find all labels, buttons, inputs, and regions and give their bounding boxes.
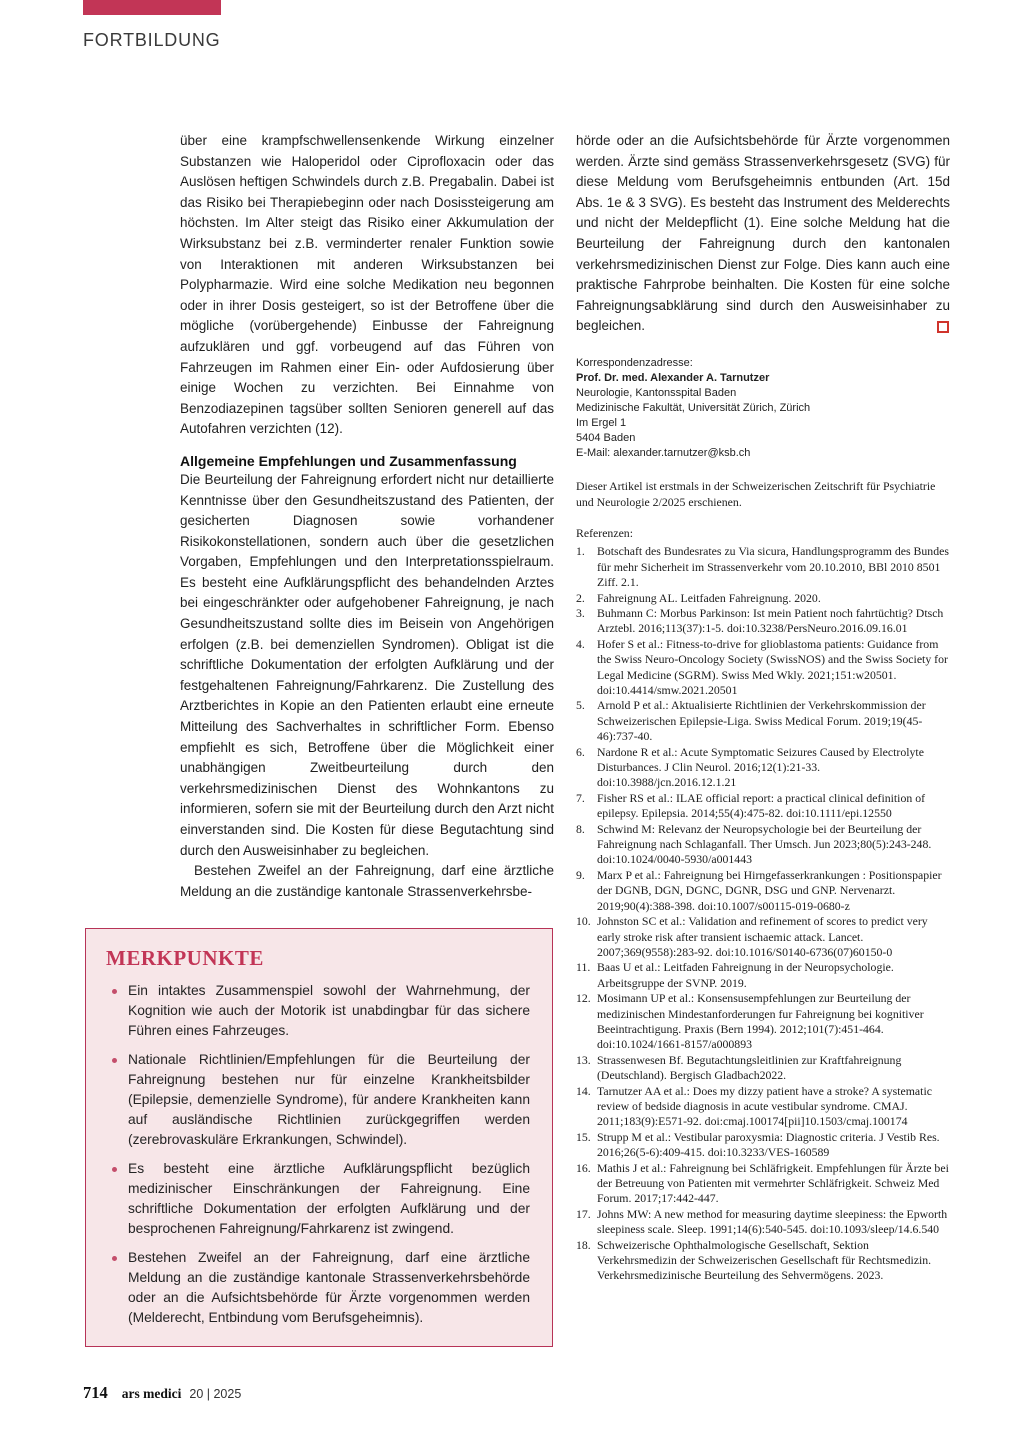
reference-item: Tarnutzer AA et al.: Does my dizzy patient have a stroke? A systematic review of bedside diagnosis in acute vestibular syndrome. CMAJ. 2011;183(9):E571-92. doi:cmaj.100174[pii]10.1503/cmaj.100174: [597, 1083, 932, 1129]
journal-name: ars medici: [121, 1386, 182, 1401]
reference-item: Schwind M: Relevanz der Neuropsychologie bei der Beurteilung der Fahreignung nach Schlaganfall. Ther Umsch. Jun 2023;80(5):243-248. doi:10.1024/0040-5930/a001443: [597, 821, 932, 867]
issue-number: 20 | 2025: [189, 1387, 242, 1401]
reference-item: Fisher RS et al.: ILAE official report: a practical clinical definition of epilepsy. Epilepsia. 2014;55(4):475-82. doi:10.1111/epi.12550: [597, 790, 926, 821]
reference-item: Botschaft des Bundesrates zu Via sicura, Handlungsprogramm des Bundes für mehr Sicherheit im Strassenverkehr vom 20.10.2010, BBl 2010 8501 Ziff. 2.1.: [597, 544, 949, 590]
key-points-title: MERKPUNKTE: [106, 946, 264, 971]
article-paragraph: Die Beurteilung der Fahreignung erfordert nicht nur detaillierte Kenntnisse über den Gesundheitszustand des Patienten, der gesicherten Diagnosen sowie vorhandener Risikokonstellationen, sondern auch über die gesetzlichen Vorgaben, Empfehlungen und den Interpretationsspielraum. Es besteht eine Aufklärungspflicht des behandelnden Arztes bei eingeschränkter oder aufgehobener Fahreignung, je nach Gesundheitszustand sollte dies im Beisein von Angehörigen erfolgen (z.B. bei demenziellen Syndromen). Obligat ist die schriftliche Dokumentation der erfolgten Aufklärung und der festgehaltenen Fahreignung/Fahrkarenz. Die Zustellung des Arztberichtes in Kopie an den Patienten erlaubt eine erneute Mitteilung des Sachverhaltes in schriftlicher Form. Ebenso empfiehlt es sich, Betroffene über die Möglichkeit einer unabhängigen Zweitbeurteilung durch den verkehrsmedizinischen Dienst des Wohnkantons zu informieren, sofern sie mit der Beurteilung durch den Arzt nicht einverstanden sind. Die Kosten für diese Begutachtung sind durch den Ausweisinhaber zu begleichen.: [180, 471, 554, 858]
reference-item: Baas U et al.: Leitfaden Fahreignung in der Neuropsychologie. Arbeitsgruppe der SVNP. 2019.: [597, 960, 894, 990]
reference-item: Marx P et al.: Fahreignung bei Hirngefasserkrankungen : Positionspapier der DGNB, DGN, DGNC, DGNR, DSG und GNP. Nervenarzt. 2019;90(4):388-398. doi:10.1007/s00115-019-0680-z: [597, 867, 942, 913]
first-published-note: Dieser Artikel ist erstmals in der Schweizerischen Zeitschrift für Psychiatrie und Neurologie 2/2025 erschienen.: [576, 478, 936, 509]
correspondence-name: Prof. Dr. med. Alexander A. Tarnutzer: [576, 371, 770, 384]
article-paragraph: hörde oder an die Aufsichtsbehörde für Ärzte vorgenommen werden. Ärzte sind gemäss Strassenverkehrsgesetz (SVG) für diese Meldung vom Berufsgeheimnis entbunden (Art. 15d Abs. 1e & 3 SVG). Es besteht das Instrument des Melderechts und nicht der Meldepflicht (1). Eine solche Meldung hat die Beurteilung der Fahreignung durch den kantonalen verkehrsmedizinischen Dienst zur Folge. Dies kann auch eine praktische Fahrprobe beinhalten. Die Kosten für eine solche Fahreignungsabklärung sind durch den Ausweisinhaber zu begleichen.: [576, 133, 950, 334]
references-label: Referenzen:: [576, 525, 633, 540]
correspondence-line: Medizinische Fakultät, Universität Zürich, Zürich: [576, 401, 811, 414]
key-point-item: Es besteht eine ärztliche Aufklärungspflicht bezüglich medizinischer Einschränkungen der Fahreignung. Eine schriftliche Dokumentation der erfolgten Aufklärung und der besprochenen Fahreignung/Fahrkarenz ist zwingend.: [106, 1159, 530, 1239]
reference-item: Johns MW: A new method for measuring daytime sleepiness: the Epworth sleepiness scale. Sleep. 1991;14(6):540-545. doi:10.1093/sleep/14.6.540: [597, 1206, 948, 1237]
correspondence-line: 5404 Baden: [576, 431, 636, 444]
reference-item: Hofer S et al.: Fitness-to-drive for glioblastoma patients: Guidance from the Swiss Neuro-Oncology Society (SwissNOS) and the Swiss Society for Legal Medicine (SGRM). Swiss Med Wkly. 2021;151:w20501. doi:10.4414/smw.2021.20501: [597, 636, 948, 697]
reference-item: Fahreignung AL. Leitfaden Fahreignung. 2020.: [597, 590, 821, 605]
reference-item: Nardone R et al.: Acute Symptomatic Seizures Caused by Electrolyte Disturbances. J Clin Neurol. 2016;12(1):21-33. doi:10.3988/jcn.2016.12.1.21: [597, 744, 924, 790]
page-number: 714: [83, 1383, 108, 1402]
correspondence-address: [576, 386, 950, 461]
key-point-item: Ein intaktes Zusammenspiel sowohl der Wahrnehmung, der Kognition wie auch der Motorik ist unabdingbar für das sichere Führen eines Fahrzeuges.: [106, 981, 530, 1041]
left-column: [106, 131, 554, 1347]
article-paragraph: Bestehen Zweifel an der Fahreignung, darf eine ärztliche Meldung an die zuständige kantonale Strassenverkehrsbe-: [180, 863, 554, 899]
references-section: [576, 526, 950, 1284]
correspondence-block: [576, 356, 950, 461]
key-point-item: Bestehen Zweifel an der Fahreignung, darf eine ärztliche Meldung an die zuständige kantonale Strassenverkehrsbehörde oder an die Aufsichtsbehörde für Ärzte vorgenommen werden (Melderecht, Entbindung vom Berufsgeheimnis).: [106, 1248, 530, 1328]
reference-item: Mosimann UP et al.: Konsensusempfehlungen zur Beurteilung der medizinischen Mindestanforderungen fur Fahreignung bei kognitiver Beeintrachtigung. Praxis (Bern 1994). 2012;101(7):451-464. doi:10.1024/1661-8157/a000893: [597, 991, 924, 1052]
correspondence-line: E-Mail: alexander.tarnutzer@ksb.ch: [576, 446, 751, 459]
reference-item: Arnold P et al.: Aktualisierte Richtlinien der Verkehrskommission der Schweizerischen Epilepsie-Liga. Swiss Medical Forum. 2019;19(45-46):737-40.: [597, 698, 926, 744]
right-column: [576, 131, 950, 1284]
end-of-article-icon: [937, 321, 949, 333]
article-paragraph-wrap: [576, 131, 950, 337]
section-color-bar: [83, 0, 221, 15]
references-list: [576, 544, 950, 1284]
reference-item: Johnston SC et al.: Validation and refinement of scores to predict very early stroke risk after transient ischaemic attack. Lancet. 2007;369(9558):283-92. doi:10.1016/S0140-6736(07)60150-0: [597, 914, 928, 959]
article-paragraph: über eine krampfschwellensenkende Wirkung einzelner Substanzen wie Haloperidol oder Ciprofloxacin oder das Auslösen heftigen Schwindels durch z.B. Pregabalin. Dabei ist das Risiko bei Therapiebeginn oder nach Dosissteigerung am höchsten. Im Alter steigt das Risiko einer Akkumulation der Wirksubstanz bei z.B. verminderter renaler Funktion sowie von Interaktionen mit anderen Wirksubstanzen bei Polypharmazie. Wird eine solche Medikation neu begonnen oder in ihrer Dosis gesteigert, so ist der Betroffene über die mögliche (vorübergehende) Einbusse der Fahreignung aufzuklären und ggf. vorbeugend auf das Führen von Fahrzeugen im Rahmen einer Ein- oder Aufdosierung über einige Wochen zu verzichten. Bei Einnahme von Benzodiazepinen tagsüber sollten Senioren generell auf das Autofahren verzichten (12).: [180, 133, 554, 437]
reference-item: Mathis J et al.: Fahreignung bei Schläfrigkeit. Empfehlungen für Ärzte bei der Betreuung von Patienten mit vermehrter Schläfrigkeit. Schweiz Med Forum. 2017;17:442-447.: [597, 1160, 949, 1206]
key-points-list: [106, 981, 530, 1328]
page-footer: [83, 1383, 241, 1403]
correspondence-line: Neurologie, Kantonsspital Baden: [576, 386, 737, 399]
correspondence-line: Im Ergel 1: [576, 416, 627, 429]
reference-item: Strassenwesen Bf. Begutachtungsleitlinien zur Kraftfahreignung (Deutschland). Bergisch Gladbach2022.: [597, 1052, 902, 1083]
key-points-box: [85, 928, 553, 1347]
key-point-item: Nationale Richtlinien/Empfehlungen für die Beurteilung der Fahreignung bestehen nur für einzelne Krankheitsbilder (Epilepsie, demenzielle Syndrome), für andere Krankheiten kann auf ausländische Richtlinien zurückgegriffen werden (zerebrovaskuläre Erkrankungen, Schwindel).: [106, 1050, 530, 1150]
section-kicker: FORTBILDUNG: [83, 30, 221, 50]
section-heading: Allgemeine Empfehlungen und Zusammenfassung: [180, 452, 517, 469]
reference-item: Schweizerische Ophthalmologische Gesellschaft, Sektion Verkehrsmedizin der Schweizerischen Gesellschaft für Rechtsmedizin. Verkehrsmedizinische Beurteilung des Sehvermögens. 2023.: [597, 1237, 932, 1283]
reference-item: Strupp M et al.: Vestibular paroxysmia: Diagnostic criteria. J Vestib Res. 2016;26(5-6):409-415. doi:10.3233/VES-160589: [597, 1129, 940, 1160]
correspondence-label: Korrespondenzadresse:: [576, 356, 693, 369]
reference-item: Buhmann C: Morbus Parkinson: Ist mein Patient noch fahrtüchtig? Dtsch Arztebl. 2016;113(37):1-5. doi:10.3238/PersNeuro.2016.09.16.01: [597, 605, 944, 636]
